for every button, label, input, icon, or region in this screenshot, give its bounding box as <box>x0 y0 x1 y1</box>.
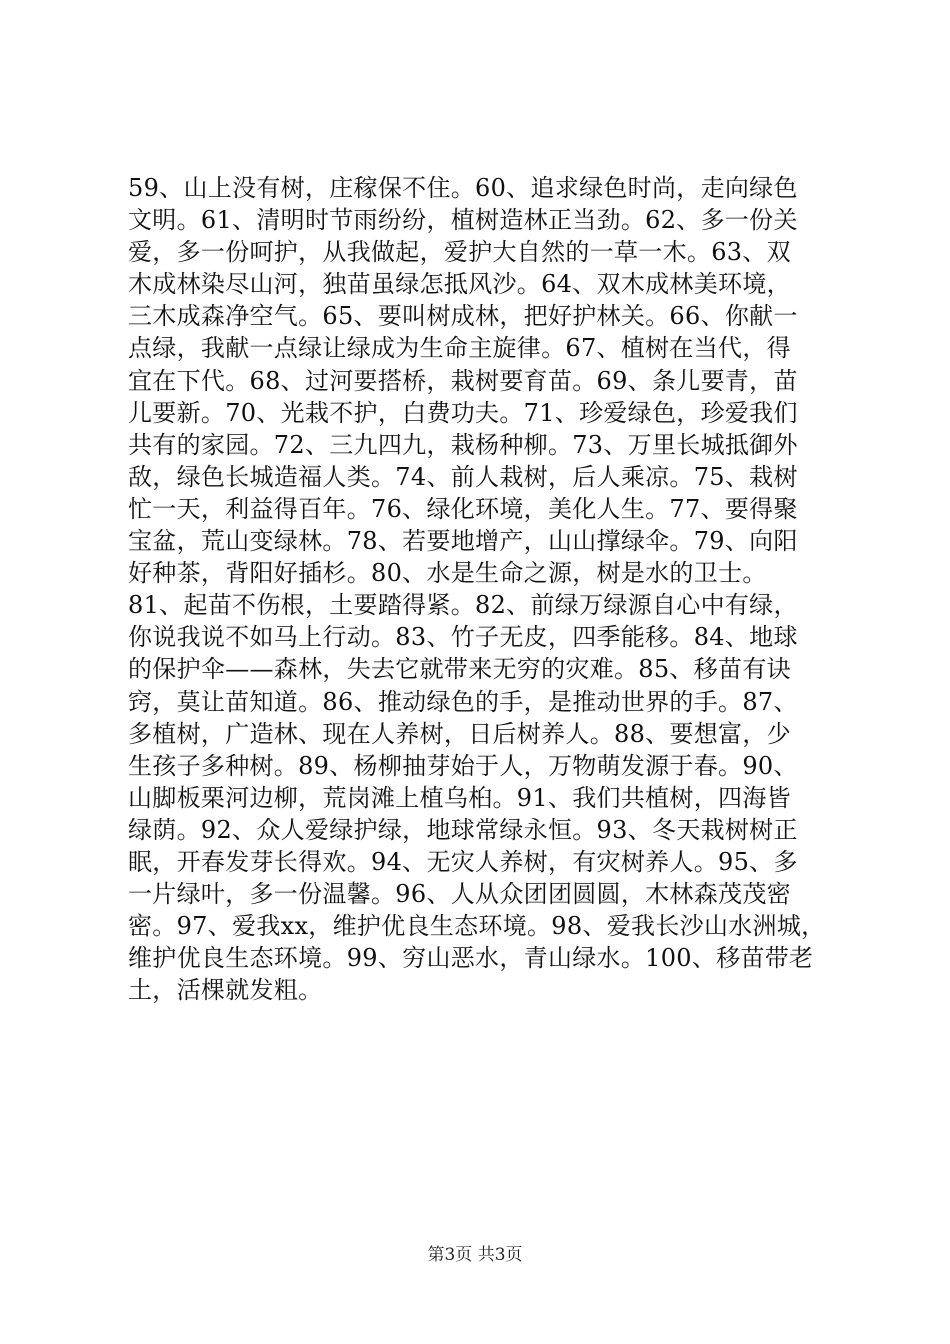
text-line: 山脚板栗河边柳，荒岗滩上植乌桕。91、我们共植树，四海皆 <box>128 783 791 812</box>
text-line: 点绿，我献一点绿让绿成为生命主旋律。67、植树在当代，得 <box>128 334 791 363</box>
text-line: 59、山上没有树，庄稼保不住。60、追求绿色时尚，走向绿色 <box>128 174 798 202</box>
page-number-footer: 第3页 共3页 <box>427 1245 523 1265</box>
text-line: 爱，多一份呵护，从我做起，爱护大自然的一草一木。63、双 <box>128 238 791 267</box>
text-line: 忙一天，利益得百年。76、绿化环境，美化人生。77、要得聚 <box>128 494 798 523</box>
text-line: 宜在下代。68、过河要搭桥，栽树要育苗。69、条儿要青，苗 <box>128 366 798 395</box>
text-line: 81、起苗不伤根，土要踏得紧。82、前绿万绿源自心中有绿， <box>128 591 798 620</box>
body-text <box>128 172 828 1006</box>
text-line: 儿要新。70、光栽不护，白费功夫。71、珍爱绿色，珍爱我们 <box>128 398 798 427</box>
text-line: 敌，绿色长城造福人类。74、前人栽树，后人乘凉。75、栽树 <box>128 462 798 491</box>
text-line: 一片绿叶，多一份温馨。96、人从众团团圆圆，木林森茂茂密 <box>128 880 791 909</box>
text-line: 土，活棵就发粗。 <box>128 976 323 1005</box>
text-line: 密。97、爱我xx，维护优良生态环境。98、爱我长沙山水洲城， <box>128 912 826 941</box>
text-line: 维护优良生态环境。99、穷山恶水，青山绿水。100、移苗带老 <box>128 944 814 973</box>
text-line: 眠，开春发芽长得欢。94、无灾人养树，有灾树养人。95、多 <box>128 847 798 876</box>
text-line: 三木成森净空气。65、要叫树成林，把好护林关。66、你献一 <box>128 302 798 331</box>
text-line: 生孩子多种树。89、杨柳抽芽始于人，万物萌发源于春。90、 <box>128 751 798 780</box>
text-line: 共有的家园。72、三九四九，栽杨种柳。73、万里长城抵御外 <box>128 430 798 459</box>
text-line: 你说我说不如马上行动。83、竹子无皮，四季能移。84、地球 <box>128 623 798 652</box>
text-line: 多植树，广造林、现在人养树，日后树养人。88、要想富，少 <box>128 719 791 748</box>
text-line: 木成林染尽山河，独苗虽绿怎抵风沙。64、双木成林美环境， <box>128 270 791 299</box>
text-line: 宝盆，荒山变绿林。78、若要地增产，山山撑绿伞。79、向阳 <box>128 527 798 556</box>
text-line: 窍，莫让苗知道。86、推动绿色的手，是推动世界的手。87、 <box>128 687 798 716</box>
text-line: 绿荫。92、众人爱绿护绿，地球常绿永恒。93、冬天栽树树正 <box>128 815 798 844</box>
text-line: 文明。61、清明时节雨纷纷，植树造林正当劲。62、多一份关 <box>128 206 798 235</box>
text-line: 的保护伞——森林，失去它就带来无穷的灾难。85、移苗有诀 <box>128 655 791 684</box>
text-line: 好种茶，背阳好插杉。80、水是生命之源，树是水的卫士。 <box>128 559 767 588</box>
